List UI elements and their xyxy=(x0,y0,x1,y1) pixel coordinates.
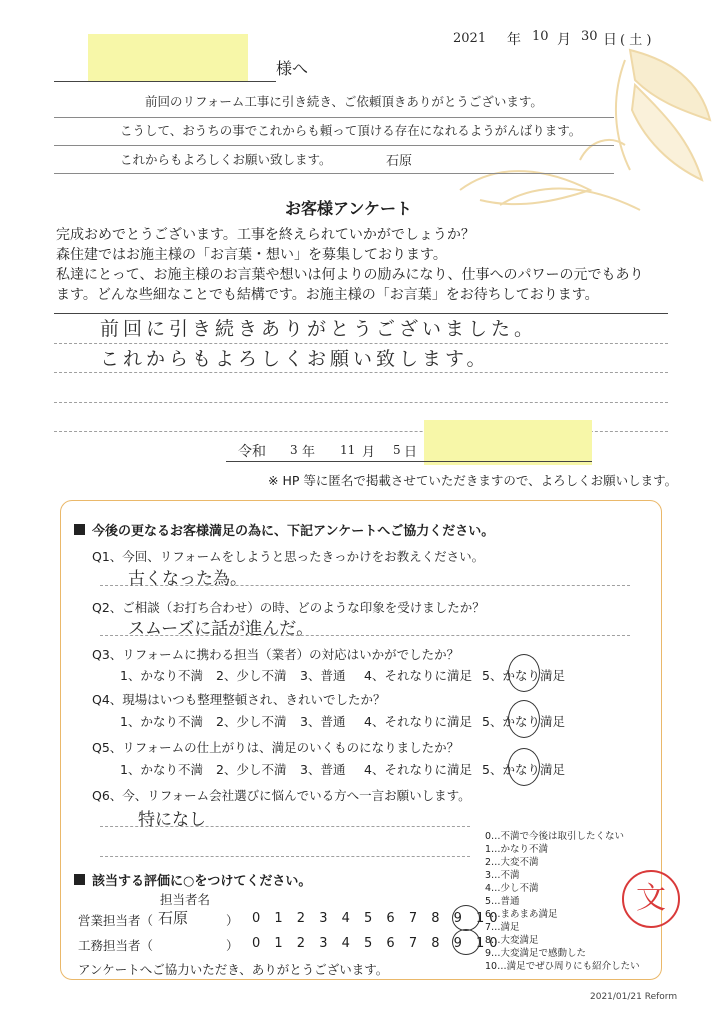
publication-note: ※ HP 等に匿名で掲載させていただきますので、よろしくお願いします。 xyxy=(268,473,678,488)
survey-date-tsuki: 月 xyxy=(362,445,376,460)
response-rule-3 xyxy=(54,402,668,403)
q5-selection-circle xyxy=(508,748,540,786)
letter-date-day: 30 xyxy=(581,29,598,44)
question-3: Q3、リフォームに携わる担当（業者）の対応はいかがでしたか？ xyxy=(92,647,460,662)
q4-option-2: 2、少し不満 xyxy=(216,714,287,729)
scale-1: 1…かなり不満 xyxy=(485,844,549,855)
staff-header: 担当者名 xyxy=(160,892,211,907)
letter-line-3: これからもよろしくお願い致します。 xyxy=(120,152,332,167)
sales-name: 石原 xyxy=(158,909,189,927)
construction-digits: 0 1 2 3 4 5 6 7 8 9 10 xyxy=(252,936,503,951)
letter-rule-3 xyxy=(54,173,614,174)
question-5: Q5、リフォームの仕上がりは、満足のいくものになりましたか？ xyxy=(92,740,460,755)
question-6: Q6、今、リフォーム会社選びに悩んでいる方へ一言お願いします。 xyxy=(92,788,471,803)
redacted-name-highlight xyxy=(88,34,248,82)
addressee-underline xyxy=(54,81,276,82)
rating-heading: 該当する評価に○をつけてください。 xyxy=(92,874,312,889)
q5-option-5: 5、かなり満足 xyxy=(482,762,565,777)
survey-title: お客様アンケート xyxy=(285,199,413,218)
question-4: Q4、現場はいつも整理整頓され、きれいでしたか？ xyxy=(92,692,386,707)
scale-3: 3…不満 xyxy=(485,870,520,881)
sales-close-paren: ） xyxy=(226,913,239,928)
survey-date-era: 令和 xyxy=(238,444,266,460)
construction-rating-circle xyxy=(452,929,480,955)
response-line-2: これからもよろしくお願い致します。 xyxy=(100,348,490,370)
scale-10: 10…満足でぜひ周りにも紹介したい xyxy=(485,961,640,972)
response-line-1: 前回に引き続きありがとうございました。 xyxy=(100,318,538,340)
construction-label: 工務担当者（ xyxy=(78,938,154,953)
question-1: Q1、今回、リフォームをしようと思ったきっかけをお教えください。 xyxy=(92,549,485,564)
q4-selection-circle xyxy=(508,700,540,738)
q4-option-5: 5、かなり満足 xyxy=(482,714,565,729)
sales-rating-circle xyxy=(452,905,480,931)
q6-answer-line-2 xyxy=(100,856,470,857)
letter-date-tsuki: 月 xyxy=(557,32,571,48)
survey-intro-2: 森住建ではお施主様の「お言葉・想い」を募集しております。 xyxy=(56,247,447,263)
survey-date-day: 5 xyxy=(393,443,401,457)
survey-intro-4: ます。どんな些細なことでも結構です。お施主様の「お言葉」をお待ちしております。 xyxy=(56,287,599,303)
q3-option-4: 4、それなりに満足 xyxy=(364,668,472,683)
survey-date-month: 11 xyxy=(340,443,356,457)
letter-line-2: こうして、おうちの事でこれからも頼って頂ける存在になれるようがんばります。 xyxy=(120,123,582,138)
survey-date-year: 3 xyxy=(290,443,298,457)
q5-option-1: 1、かなり不満 xyxy=(120,762,203,777)
square-bullet-icon xyxy=(74,874,85,885)
q5-option-3: 3、普通 xyxy=(300,762,346,777)
letter-rule-1 xyxy=(54,117,614,118)
letter-date-hi: 日 xyxy=(603,32,617,48)
thanks-message: アンケートへご協力いただき、ありがとうございます。 xyxy=(78,962,389,977)
form-version: 2021/01/21 Reform xyxy=(590,992,678,1002)
letter-rule-2 xyxy=(54,145,614,146)
q4-option-1: 1、かなり不満 xyxy=(120,714,203,729)
q3-selection-circle xyxy=(508,654,540,692)
inspection-stamp: 文 xyxy=(622,870,680,928)
scale-9: 9…大変満足で感動した xyxy=(485,948,587,959)
q4-option-4: 4、それなりに満足 xyxy=(364,714,472,729)
survey-intro-3: 私達にとって、お施主様のお言葉や想いは何よりの励みになり、仕事へのパワーの元でもあり xyxy=(56,267,644,283)
sales-digits: 0 1 2 3 4 5 6 7 8 9 10 xyxy=(252,911,503,926)
redacted-respondent-highlight xyxy=(424,420,592,465)
scale-5: 5…普通 xyxy=(485,896,520,907)
signature-underline xyxy=(226,461,592,462)
response-rule-2 xyxy=(54,372,668,373)
q3-option-5: 5、かなり満足 xyxy=(482,668,565,683)
q6-answer: 特になし xyxy=(138,810,206,830)
scale-2: 2…大変不満 xyxy=(485,857,539,868)
questionnaire-heading: 今後の更なるお客様満足の為に、下記アンケートへご協力ください。 xyxy=(92,524,495,539)
scale-4: 4…少し不満 xyxy=(485,883,539,894)
question-2: Q2、ご相談（お打ち合わせ）の時、どのような印象を受けましたか？ xyxy=(92,600,485,615)
q3-option-1: 1、かなり不満 xyxy=(120,668,203,683)
letter-line-1: 前回のリフォーム工事に引き続き、ご依頼頂きありがとうございます。 xyxy=(145,94,543,109)
q1-answer: 古くなった為。 xyxy=(128,569,247,589)
letter-date-month: 10 xyxy=(532,29,549,44)
square-bullet-icon xyxy=(74,524,85,535)
q4-option-3: 3、普通 xyxy=(300,714,346,729)
letter-date-year: 2021 xyxy=(453,31,487,46)
q5-option-2: 2、少し不満 xyxy=(216,762,287,777)
survey-intro-1: 完成おめでとうございます。工事を終えられていかがでしょうか？ xyxy=(56,227,475,243)
letter-date-weekday: ( 土 ) xyxy=(620,33,652,48)
sales-label: 営業担当者（ xyxy=(78,913,154,928)
letter-date-nen: 年 xyxy=(507,32,521,48)
q3-option-3: 3、普通 xyxy=(300,668,346,683)
q3-option-2: 2、少し不満 xyxy=(216,668,287,683)
q2-answer: スムーズに話が進んだ。 xyxy=(128,619,314,639)
construction-close-paren: ） xyxy=(226,938,239,953)
scale-8: 8…大変満足 xyxy=(485,935,539,946)
scale-0: 0…不満で今後は取引したくない xyxy=(485,831,625,842)
scale-7: 7…満足 xyxy=(485,922,520,933)
scale-6: 6…まあまあ満足 xyxy=(485,909,558,920)
addressee-suffix: 様へ xyxy=(276,59,309,78)
survey-date-nen: 年 xyxy=(302,445,316,460)
letter-signature: 石原 xyxy=(386,154,413,169)
q5-option-4: 4、それなりに満足 xyxy=(364,762,472,777)
survey-date-hi: 日 xyxy=(404,445,418,460)
